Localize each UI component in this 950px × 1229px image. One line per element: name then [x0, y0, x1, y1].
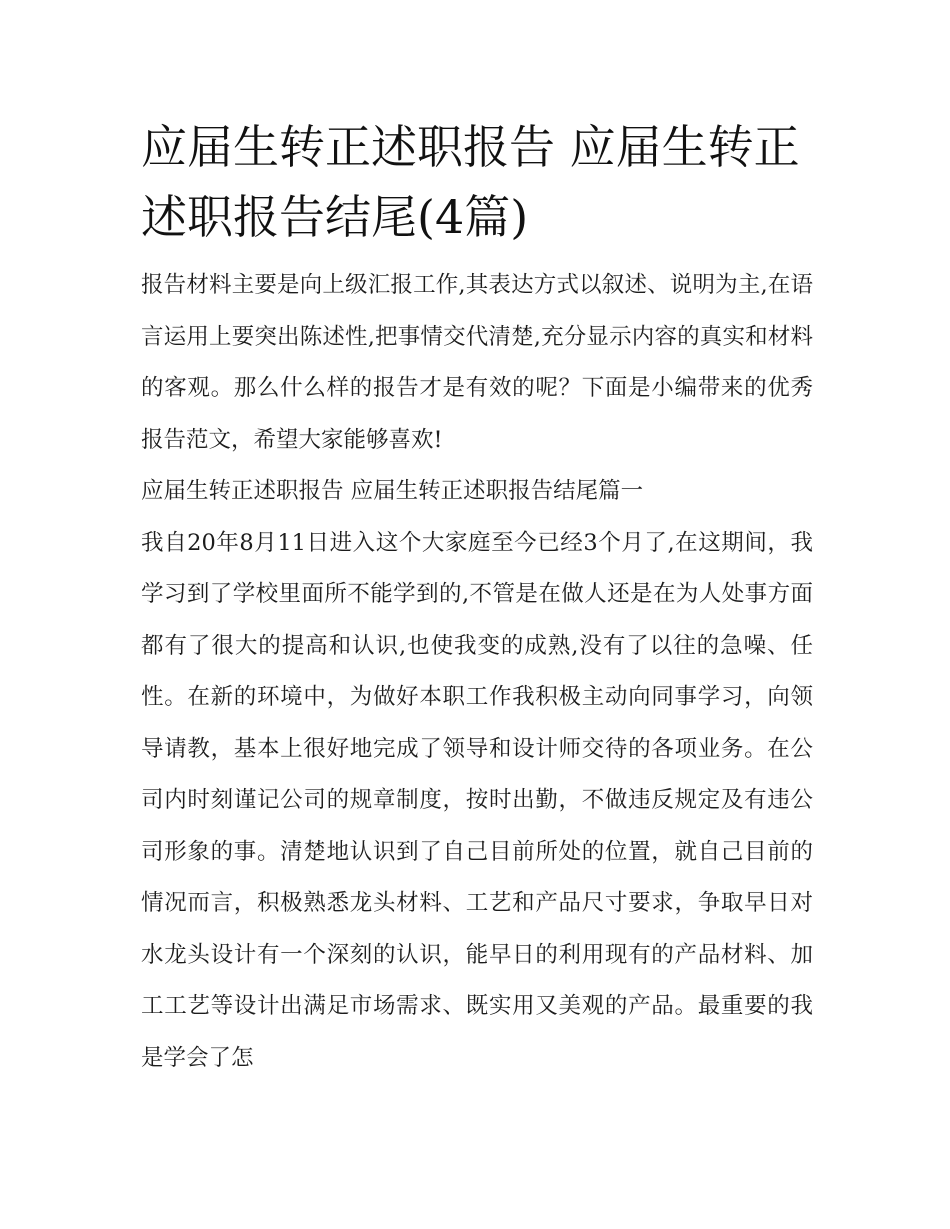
section-heading: 应届生转正述职报告 应届生转正述职报告结尾篇一 — [141, 478, 644, 504]
document-content — [141, 112, 813, 1084]
document-title: 应届生转正述职报告 应届生转正述职报告结尾(4篇) — [141, 120, 800, 244]
intro-paragraph: 报告材料主要是向上级汇报工作,其表达方式以叙述、说明为主,在语言运用上要突出陈述性,把事情交代清楚,充分显示内容的真实和材料的客观。那么什么样的报告才是有效的呢？下面是小编带来的优秀报告范文，希望大家能够喜欢! — [141, 272, 813, 453]
body-paragraph: 我自20年8月11日进入这个大家庭至今已经3个月了,在这期间，我学习到了学校里面所不能学到的,不管是在做人还是在为人处事方面都有了很大的提高和认识,也使我变的成熟,没有了以往的急噪、任性。在新的环境中，为做好本职工作我积极主动向同事学习，向领导请教，基本上很好地完成了领导和设计师交待的各项业务。在公司内时刻谨记公司的规章制度，按时出勤，不做违反规定及有违公司形象的事。清楚地认识到了自己目前所处的位置，就自己目前的情况而言，积极熟悉龙头材料、工艺和产品尺寸要求，争取早日对水龙头设计有一个深刻的认识，能早日的利用现有的产品材料、加工工艺等设计出满足市场需求、既实用又美观的产品。最重要的我是学会了怎 — [141, 529, 813, 1071]
